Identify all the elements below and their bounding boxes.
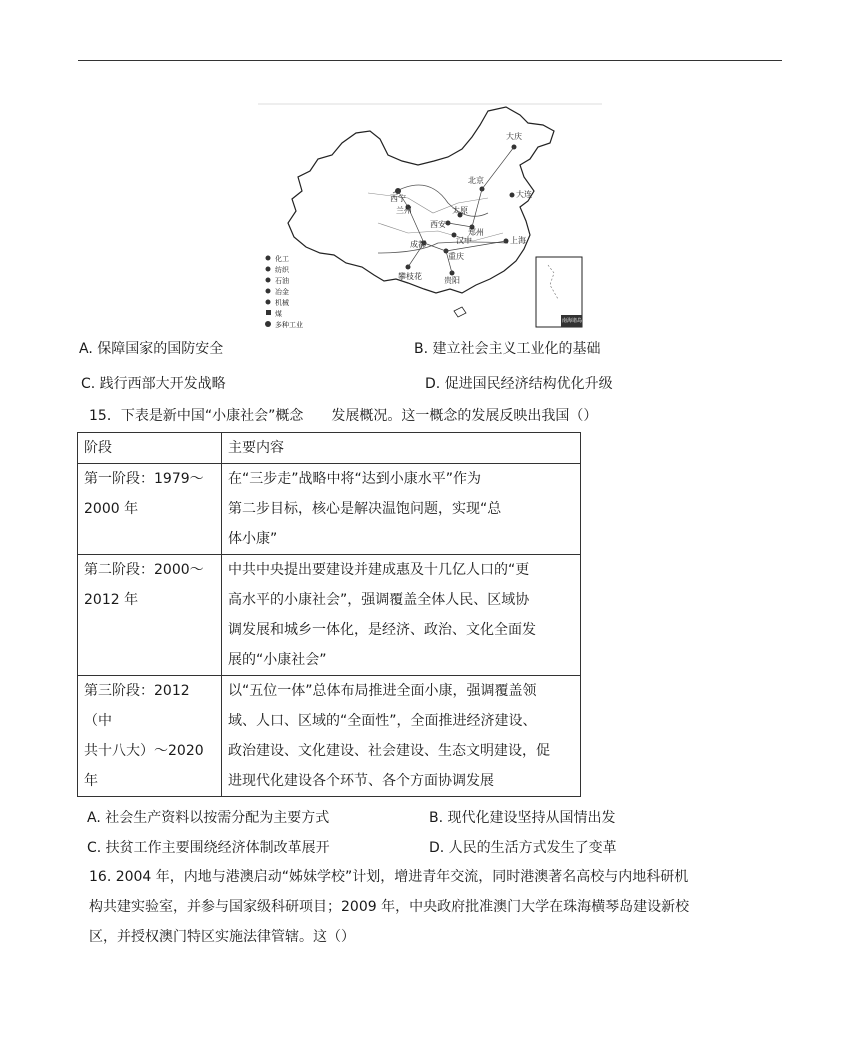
china-industry-map [258, 103, 602, 331]
stage-cell: 第三阶段：2012（中 共十八大）～2020 年 [78, 676, 222, 797]
q16-line: 区，并授权澳门特区实施法律管辖。这（） [89, 929, 355, 945]
svg-text:冶金: 冶金 [275, 288, 289, 296]
content-cell: 在“三步走”战略中将“达到小康水平”作为 第二步目标，核心是解决温饱问题，实现“总 体小康” [222, 464, 581, 555]
q14-option-d: D. 促进国民经济结构优化升级 [425, 376, 613, 392]
content-cell: 以“五位一体”总体布局推进全面小康，强调覆盖领 域、人口、区域的“全面性”，全面推进经济建设、 政治建设、文化建设、社会建设、生态文明建设，促 进现代化建设各个环节、各个方面协调发展 [222, 676, 581, 797]
map-svg [258, 103, 602, 331]
q16-line: 构共建实验室，并参与国家级科研项目；2009 年，中央政府批准澳门大学在珠海横琴岛建设新校 [89, 899, 690, 915]
svg-text:攀枝花: 攀枝花 [398, 272, 422, 281]
svg-text:石油: 石油 [275, 277, 289, 285]
content-cell: 中共中央提出要建设并建成惠及十几亿人口的“更 高水平的小康社会”，强调覆盖全体人民、区域协 调发展和城乡一体化，是经济、政治、文化全面发 展的“小康社会” [222, 555, 581, 676]
inset-label: 南海诸岛 [562, 318, 583, 324]
q14-option-b: B. 建立社会主义工业化的基础 [414, 341, 601, 357]
hainan-island [454, 307, 466, 317]
stage-cell: 第一阶段：1979～ 2000 年 [78, 464, 222, 555]
svg-text:煤: 煤 [275, 310, 282, 318]
svg-text:北京: 北京 [468, 176, 484, 185]
svg-text:汉中: 汉中 [456, 236, 472, 245]
xiaokang-table [77, 432, 581, 797]
svg-text:西宁: 西宁 [390, 194, 406, 203]
svg-text:太原: 太原 [452, 206, 468, 215]
table-header-stage: 阶段 [78, 433, 222, 464]
table-header-content: 主要内容 [222, 433, 581, 464]
header-rule [78, 60, 782, 61]
q16-text [89, 862, 769, 952]
svg-text:大庆: 大庆 [506, 132, 522, 141]
q15-option-b: B. 现代化建设坚持从国情出发 [429, 810, 616, 826]
svg-text:上海: 上海 [510, 236, 526, 245]
svg-text:机械: 机械 [275, 299, 289, 307]
map-legend [265, 254, 303, 329]
svg-text:大连: 大连 [516, 190, 532, 199]
svg-text:多种工业: 多种工业 [275, 321, 303, 329]
svg-text:郑州: 郑州 [468, 228, 484, 237]
table-header-row [78, 433, 581, 464]
svg-text:化工: 化工 [275, 255, 289, 263]
stage-cell: 第二阶段：2000～ 2012 年 [78, 555, 222, 676]
q15-option-a: A. 社会生产资料以按需分配为主要方式 [87, 810, 330, 826]
q15-option-c: C. 扶贫工作主要围绕经济体制改革展开 [87, 840, 330, 856]
q14-option-c: C. 践行西部大开发战略 [81, 376, 226, 392]
svg-text:成都: 成都 [410, 240, 426, 249]
table-row [78, 676, 581, 797]
province-line [368, 193, 488, 213]
q16-line: 16. 2004 年，内地与港澳启动“姊妹学校”计划，增进青年交流，同时港澳著名高校与内地科研机 [89, 869, 689, 885]
svg-text:兰州: 兰州 [396, 206, 412, 215]
q14-option-a: A. 保障国家的国防安全 [79, 341, 224, 357]
svg-text:贵阳: 贵阳 [444, 276, 460, 285]
svg-text:纺织: 纺织 [275, 266, 289, 274]
table-row [78, 555, 581, 676]
q15-option-d: D. 人民的生活方式发生了变革 [429, 840, 617, 856]
svg-text:重庆: 重庆 [448, 252, 464, 261]
table-row [78, 464, 581, 555]
q15-stem: 15．下表是新中国“小康社会”概念 发展概况。这一概念的发展反映出我国（） [89, 408, 598, 424]
svg-text:西安: 西安 [430, 220, 446, 229]
